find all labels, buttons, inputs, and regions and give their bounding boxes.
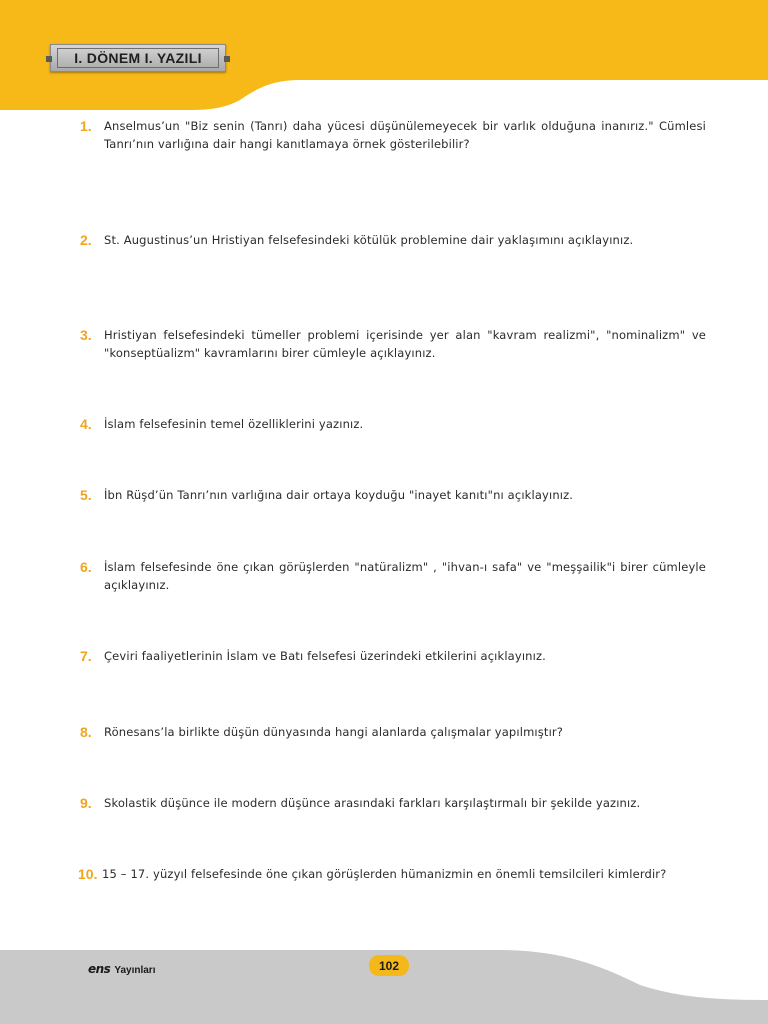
question-item xyxy=(80,794,706,812)
question-text: Anselmus’un "Biz senin (Tanrı) daha yücesi düşünülemeyecek bir varlık olduğuna inanırız." Cümlesi Tanrı’nın varlığına dair hangi kanıtlamaya örnek gösterilebilir? xyxy=(104,119,706,151)
question-text: İslam felsefesinin temel özelliklerini yazınız. xyxy=(104,417,364,431)
question-number: 8. xyxy=(80,724,92,740)
question-text: İslam felsefesinde öne çıkan görüşlerden "natüralizm" , "ihvan-ı safa" ve "meşşailik"i birer cümleyle açıklayınız. xyxy=(104,560,706,592)
page-number-badge xyxy=(369,955,409,976)
question-item xyxy=(80,723,706,741)
question-item xyxy=(80,326,706,362)
question-item xyxy=(80,558,706,594)
page-number: 102 xyxy=(378,958,400,973)
question-item xyxy=(80,231,706,249)
question-number: 1. xyxy=(80,118,92,134)
question-number: 10. xyxy=(78,866,98,882)
question-number: 9. xyxy=(80,795,92,811)
question-number: 4. xyxy=(80,416,92,432)
question-number: 6. xyxy=(80,559,92,575)
publisher-name: Yayınları xyxy=(114,965,156,976)
section-title: I. DÖNEM I. YAZILI xyxy=(57,48,219,68)
question-item xyxy=(80,486,706,504)
question-number: 2. xyxy=(80,232,92,248)
question-text: Rönesans’la birlikte düşün dünyasında hangi alanlarda çalışmalar yapılmıştır? xyxy=(104,725,564,739)
question-text: Skolastik düşünce ile modern düşünce arasındaki farkları karşılaştırmalı bir şekilde yazınız. xyxy=(104,796,641,810)
publisher-logo xyxy=(88,962,155,976)
question-item xyxy=(80,117,706,153)
question-number: 3. xyxy=(80,327,92,343)
question-text: Çeviri faaliyetlerinin İslam ve Batı felsefesi üzerindeki etkilerini açıklayınız. xyxy=(104,649,546,663)
question-number: 7. xyxy=(80,648,92,664)
question-text: Hristiyan felsefesindeki tümeller problemi içerisinde yer alan "kavram realizmi", "nominalizm" ve "konseptüalizm" kavramlarını birer cümleyle açıklayınız. xyxy=(104,328,706,360)
question-text: 15 – 17. yüzyıl felsefesinde öne çıkan görüşlerden hümanizmin en önemli temsilcileri kimlerdir? xyxy=(102,867,667,881)
logo-mark: ens xyxy=(88,962,111,976)
question-item xyxy=(80,415,706,433)
question-item xyxy=(80,647,706,665)
question-text: St. Augustinus’un Hristiyan felsefesindeki kötülük problemine dair yaklaşımını açıklayınız. xyxy=(104,233,634,247)
footer-band xyxy=(0,930,768,1024)
question-item xyxy=(80,865,706,883)
question-number: 5. xyxy=(80,487,92,503)
section-title-badge xyxy=(50,44,226,72)
question-text: İbn Rüşd’ün Tanrı’nın varlığına dair ortaya koyduğu "inayet kanıtı"nı açıklayınız. xyxy=(104,488,574,502)
